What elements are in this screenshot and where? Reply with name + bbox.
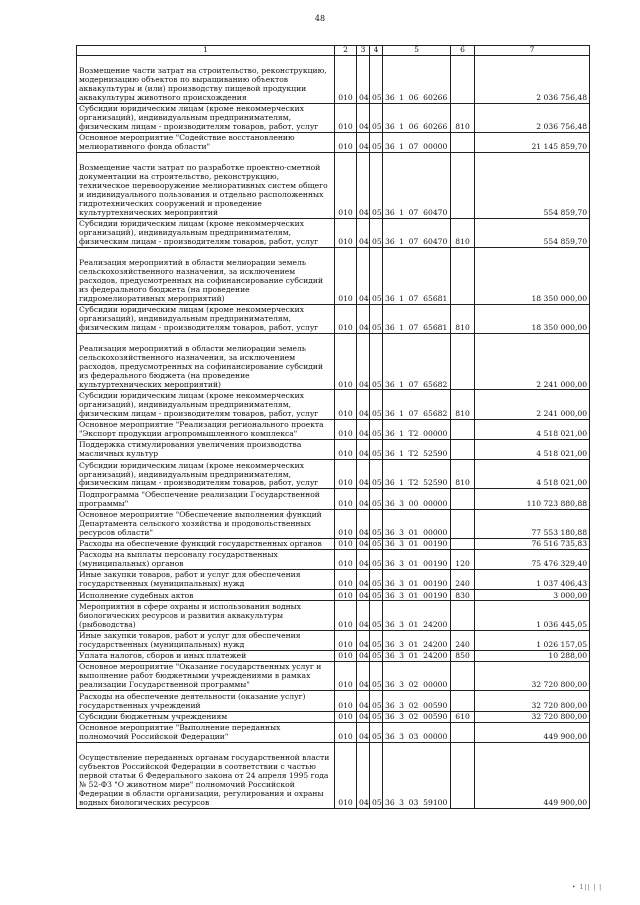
row-direction: 00190	[421, 550, 451, 570]
row-code: 010	[335, 691, 357, 711]
row-expense-type	[451, 419, 475, 439]
row-direction: 00000	[421, 132, 451, 152]
row-program: 36	[383, 630, 397, 650]
row-name: Мероприятия в сфере охраны и использования водных биологических ресурсов и развития аквакультуры (рыбоводства)	[77, 601, 335, 630]
row-direction: 24200	[421, 650, 451, 661]
row-subsection: 05	[370, 333, 383, 390]
row-direction: 00190	[421, 590, 451, 601]
row-name: Субсидии юридическим лицам (кроме некоммерческих организаций), индивидуальным предпринимателям, физическим лицам - производителям товаров, работ, услуг	[77, 304, 335, 333]
row-program: 36	[383, 333, 397, 390]
row-expense-type: 240	[451, 630, 475, 650]
row-name: Иные закупки товаров, работ и услуг для обеспечения государственных (муниципальных) нужд	[77, 630, 335, 650]
table-row	[77, 489, 590, 509]
row-expense-type	[451, 333, 475, 390]
row-expense-type	[451, 691, 475, 711]
row-expense-type: 830	[451, 590, 475, 601]
row-program: 36	[383, 489, 397, 509]
row-direction: 24200	[421, 601, 451, 630]
row-code: 010	[335, 722, 357, 742]
row-measure: 01	[407, 570, 421, 590]
table-row	[77, 304, 590, 333]
row-section: 04	[357, 304, 370, 333]
row-program: 36	[383, 550, 397, 570]
row-section: 04	[357, 56, 370, 104]
row-program: 36	[383, 691, 397, 711]
row-measure: 01	[407, 650, 421, 661]
row-name: Основное мероприятие "Обеспечение выполнения функций Департамента сельского хозяйства и продовольственных ресурсов области"	[77, 509, 335, 538]
row-measure: 07	[407, 247, 421, 304]
row-subsection: 05	[370, 460, 383, 489]
row-program: 36	[383, 439, 397, 459]
row-subprogram: 1	[397, 247, 407, 304]
row-amount: 32 720 800,00	[475, 691, 590, 711]
row-section: 04	[357, 333, 370, 390]
row-expense-type	[451, 439, 475, 459]
row-program: 36	[383, 152, 397, 218]
row-program: 36	[383, 570, 397, 590]
row-expense-type: 850	[451, 650, 475, 661]
row-amount: 10 288,00	[475, 650, 590, 661]
row-amount: 1 026 157,05	[475, 630, 590, 650]
table-row	[77, 601, 590, 630]
row-amount: 4 518 021,00	[475, 460, 590, 489]
row-code: 010	[335, 390, 357, 419]
row-code: 010	[335, 304, 357, 333]
row-expense-type: 810	[451, 218, 475, 247]
row-subprogram: 3	[397, 662, 407, 691]
row-subprogram: 3	[397, 650, 407, 661]
row-section: 04	[357, 711, 370, 722]
row-measure: 06	[407, 103, 421, 132]
header-col-4: 4	[370, 46, 383, 56]
table-row	[77, 509, 590, 538]
row-section: 04	[357, 601, 370, 630]
row-direction: 00000	[421, 419, 451, 439]
row-name: Поддержка стимулирования увеличения производства масличных культур	[77, 439, 335, 459]
row-expense-type	[451, 132, 475, 152]
row-code: 010	[335, 662, 357, 691]
row-section: 04	[357, 439, 370, 459]
row-direction: 00190	[421, 570, 451, 590]
table-row	[77, 630, 590, 650]
row-program: 36	[383, 419, 397, 439]
row-section: 04	[357, 103, 370, 132]
header-col-6: 6	[451, 46, 475, 56]
row-subprogram: 1	[397, 460, 407, 489]
row-subsection: 05	[370, 152, 383, 218]
row-amount: 2 241 000,00	[475, 333, 590, 390]
row-subsection: 05	[370, 489, 383, 509]
table-row	[77, 538, 590, 549]
row-measure: 00	[407, 489, 421, 509]
row-section: 04	[357, 550, 370, 570]
table-row	[77, 56, 590, 104]
row-direction: 52590	[421, 439, 451, 459]
row-code: 010	[335, 132, 357, 152]
row-name: Субсидии юридическим лицам (кроме некоммерческих организаций), индивидуальным предпринимателям, физическим лицам - производителям товаров, работ, услуг	[77, 460, 335, 489]
row-subprogram: 3	[397, 550, 407, 570]
row-amount: 2 241 000,00	[475, 390, 590, 419]
row-name: Субсидии бюджетным учреждениям	[77, 711, 335, 722]
row-section: 04	[357, 590, 370, 601]
header-col-2: 2	[335, 46, 357, 56]
row-section: 04	[357, 650, 370, 661]
row-program: 36	[383, 509, 397, 538]
row-section: 04	[357, 152, 370, 218]
row-code: 010	[335, 601, 357, 630]
row-program: 36	[383, 132, 397, 152]
row-measure: 07	[407, 304, 421, 333]
row-section: 04	[357, 390, 370, 419]
row-measure: Т2	[407, 460, 421, 489]
row-subsection: 05	[370, 439, 383, 459]
row-amount: 32 720 800,00	[475, 711, 590, 722]
row-subprogram: 1	[397, 56, 407, 104]
table-row	[77, 132, 590, 152]
row-subsection: 05	[370, 509, 383, 538]
row-expense-type: 240	[451, 570, 475, 590]
row-subsection: 05	[370, 304, 383, 333]
row-expense-type	[451, 662, 475, 691]
row-amount: 449 900,00	[475, 722, 590, 742]
row-direction: 65681	[421, 247, 451, 304]
row-expense-type: 120	[451, 550, 475, 570]
row-amount: 2 036 756,48	[475, 56, 590, 104]
row-subprogram: 1	[397, 419, 407, 439]
row-expense-type: 810	[451, 103, 475, 132]
row-code: 010	[335, 570, 357, 590]
row-amount: 2 036 756,48	[475, 103, 590, 132]
row-code: 010	[335, 419, 357, 439]
row-direction: 00000	[421, 489, 451, 509]
row-direction: 00590	[421, 691, 451, 711]
row-subsection: 05	[370, 103, 383, 132]
row-code: 010	[335, 152, 357, 218]
row-name: Основное мероприятие "Реализация регионального проекта "Экспорт продукции агропромышленного комплекса"	[77, 419, 335, 439]
budget-table	[76, 45, 590, 809]
row-measure: Т2	[407, 419, 421, 439]
table-row	[77, 650, 590, 661]
row-measure: 01	[407, 538, 421, 549]
row-code: 010	[335, 103, 357, 132]
row-direction: 65681	[421, 304, 451, 333]
row-section: 04	[357, 247, 370, 304]
row-measure: 01	[407, 509, 421, 538]
row-name: Реализация мероприятий в области мелиорации земель сельскохозяйственного назначения, за исключением расходов, предусмотренных на софинансирование субсидий из федерального бюджета (на проведение культуртехнических мероприятий)	[77, 333, 335, 390]
table-row	[77, 390, 590, 419]
row-subsection: 05	[370, 590, 383, 601]
row-subsection: 05	[370, 691, 383, 711]
row-section: 04	[357, 538, 370, 549]
row-subprogram: 3	[397, 570, 407, 590]
table-row	[77, 711, 590, 722]
row-measure: 07	[407, 218, 421, 247]
scan-footer-mark: • 1|| | |	[572, 884, 603, 891]
row-name: Исполнение судебных актов	[77, 590, 335, 601]
row-direction: 60470	[421, 218, 451, 247]
row-name: Субсидии юридическим лицам (кроме некоммерческих организаций), индивидуальным предпринимателям, физическим лицам - производителям товаров, работ, услуг	[77, 390, 335, 419]
row-program: 36	[383, 742, 397, 808]
row-direction: 60266	[421, 103, 451, 132]
header-col-3: 3	[357, 46, 370, 56]
row-subprogram: 3	[397, 691, 407, 711]
header-col-1: 1	[77, 46, 335, 56]
row-section: 04	[357, 460, 370, 489]
row-expense-type: 810	[451, 460, 475, 489]
row-subprogram: 1	[397, 152, 407, 218]
row-section: 04	[357, 509, 370, 538]
row-expense-type	[451, 722, 475, 742]
row-measure: Т2	[407, 439, 421, 459]
row-subprogram: 3	[397, 722, 407, 742]
row-name: Осуществление переданных органам государственной власти субъектов Российской Федерации в соответствии с частью первой статьи 6 Федерального закона от 24 апреля 1995 года № 52-ФЗ "О животном мире" полномочий Российской Федерации в области организации, регулирования и охраны водных биологических ресурсов	[77, 742, 335, 808]
row-measure: 07	[407, 132, 421, 152]
row-subprogram: 3	[397, 742, 407, 808]
row-subprogram: 1	[397, 439, 407, 459]
row-name: Возмещение части затрат на строительство, реконструкцию, модернизацию объектов по выращиванию объектов аквакультуры и (или) производству пищевой продукции аквакультуры животного происхождения	[77, 56, 335, 104]
row-name: Возмещение части затрат по разработке проектно-сметной документации на строительство, реконструкцию, техническое перевооружение мелиоративных систем общего и индивидуального пользования и отдельно расположенных гидротехнических сооружений и проведение культуртехнических мероприятий	[77, 152, 335, 218]
row-code: 010	[335, 742, 357, 808]
table-row	[77, 570, 590, 590]
row-name: Основное мероприятие "Содействие восстановлению мелиоративного фонда области"	[77, 132, 335, 152]
row-subprogram: 3	[397, 711, 407, 722]
row-subprogram: 1	[397, 390, 407, 419]
row-name: Расходы на обеспечение функций государственных органов	[77, 538, 335, 549]
row-subsection: 05	[370, 56, 383, 104]
row-program: 36	[383, 722, 397, 742]
row-measure: 06	[407, 56, 421, 104]
row-subprogram: 1	[397, 132, 407, 152]
row-subsection: 05	[370, 711, 383, 722]
row-name: Основное мероприятие "Выполнение переданных полномочий Российской Федерации"	[77, 722, 335, 742]
row-amount: 110 723 880,88	[475, 489, 590, 509]
table-row	[77, 333, 590, 390]
row-measure: 01	[407, 550, 421, 570]
row-code: 010	[335, 538, 357, 549]
row-program: 36	[383, 538, 397, 549]
row-section: 04	[357, 419, 370, 439]
table-row	[77, 662, 590, 691]
row-subsection: 05	[370, 650, 383, 661]
row-direction: 00000	[421, 722, 451, 742]
row-amount: 3 000,00	[475, 590, 590, 601]
row-subsection: 05	[370, 419, 383, 439]
row-code: 010	[335, 56, 357, 104]
row-measure: 02	[407, 691, 421, 711]
row-section: 04	[357, 132, 370, 152]
row-subsection: 05	[370, 218, 383, 247]
row-subprogram: 1	[397, 218, 407, 247]
row-amount: 32 720 800,00	[475, 662, 590, 691]
row-name: Уплата налогов, сборов и иных платежей	[77, 650, 335, 661]
row-section: 04	[357, 691, 370, 711]
row-expense-type	[451, 56, 475, 104]
row-amount: 554 859,70	[475, 152, 590, 218]
row-amount: 76 516 735,83	[475, 538, 590, 549]
row-program: 36	[383, 56, 397, 104]
row-subsection: 05	[370, 630, 383, 650]
table-row	[77, 218, 590, 247]
row-measure: 07	[407, 152, 421, 218]
row-amount: 1 036 445,05	[475, 601, 590, 630]
row-subprogram: 1	[397, 333, 407, 390]
row-code: 010	[335, 333, 357, 390]
row-subsection: 05	[370, 722, 383, 742]
row-section: 04	[357, 662, 370, 691]
row-measure: 01	[407, 601, 421, 630]
row-direction: 00590	[421, 711, 451, 722]
row-code: 010	[335, 489, 357, 509]
row-subsection: 05	[370, 390, 383, 419]
row-measure: 07	[407, 390, 421, 419]
row-expense-type	[451, 538, 475, 549]
row-direction: 52590	[421, 460, 451, 489]
row-measure: 03	[407, 742, 421, 808]
row-program: 36	[383, 662, 397, 691]
row-expense-type	[451, 489, 475, 509]
table-row	[77, 742, 590, 808]
row-expense-type: 810	[451, 304, 475, 333]
row-name: Расходы на выплаты персоналу государственных (муниципальных) органов	[77, 550, 335, 570]
row-subsection: 05	[370, 247, 383, 304]
row-code: 010	[335, 218, 357, 247]
row-amount: 449 900,00	[475, 742, 590, 808]
table-row	[77, 460, 590, 489]
row-subprogram: 3	[397, 601, 407, 630]
row-amount: 75 476 329,40	[475, 550, 590, 570]
row-subsection: 05	[370, 538, 383, 549]
header-col-7: 7	[475, 46, 590, 56]
row-subsection: 05	[370, 662, 383, 691]
row-expense-type	[451, 742, 475, 808]
row-subprogram: 3	[397, 509, 407, 538]
row-direction: 59100	[421, 742, 451, 808]
row-name: Основное мероприятие "Оказание государственных услуг и выполнение работ бюджетными учреждениями в рамках реализации Государственной программы"	[77, 662, 335, 691]
row-code: 010	[335, 711, 357, 722]
row-code: 010	[335, 650, 357, 661]
row-name: Реализация мероприятий в области мелиорации земель сельскохозяйственного назначения, за исключением расходов, предусмотренных на софинансирование субсидий из федерального бюджета (на проведение гидромелиоративных мероприятий)	[77, 247, 335, 304]
row-section: 04	[357, 218, 370, 247]
row-subprogram: 1	[397, 304, 407, 333]
row-amount: 4 518 021,00	[475, 439, 590, 459]
row-section: 04	[357, 722, 370, 742]
table-row	[77, 152, 590, 218]
row-amount: 18 350 000,00	[475, 304, 590, 333]
row-name: Субсидии юридическим лицам (кроме некоммерческих организаций), индивидуальным предпринимателям, физическим лицам - производителям товаров, работ, услуг	[77, 218, 335, 247]
row-program: 36	[383, 218, 397, 247]
row-amount: 1 037 406,43	[475, 570, 590, 590]
table-row	[77, 550, 590, 570]
row-amount: 4 518 021,00	[475, 419, 590, 439]
row-direction: 00000	[421, 509, 451, 538]
row-expense-type: 810	[451, 390, 475, 419]
row-subsection: 05	[370, 550, 383, 570]
row-code: 010	[335, 509, 357, 538]
row-direction: 65682	[421, 390, 451, 419]
row-measure: 01	[407, 630, 421, 650]
row-name: Подпрограмма "Обеспечение реализации Государственной программы"	[77, 489, 335, 509]
row-subprogram: 3	[397, 489, 407, 509]
row-expense-type	[451, 247, 475, 304]
table-row	[77, 590, 590, 601]
row-program: 36	[383, 247, 397, 304]
row-measure: 02	[407, 711, 421, 722]
row-code: 010	[335, 247, 357, 304]
row-amount: 18 350 000,00	[475, 247, 590, 304]
row-code: 010	[335, 550, 357, 570]
table-row	[77, 419, 590, 439]
row-name: Субсидии юридическим лицам (кроме некоммерческих организаций), индивидуальным предпринимателям, физическим лицам - производителям товаров, работ, услуг	[77, 103, 335, 132]
row-subprogram: 3	[397, 538, 407, 549]
table-row	[77, 722, 590, 742]
row-direction: 65682	[421, 333, 451, 390]
row-expense-type	[451, 509, 475, 538]
row-expense-type: 610	[451, 711, 475, 722]
row-name: Иные закупки товаров, работ и услуг для обеспечения государственных (муниципальных) нужд	[77, 570, 335, 590]
column-number-header	[77, 46, 590, 56]
row-direction: 60470	[421, 152, 451, 218]
row-section: 04	[357, 570, 370, 590]
row-section: 04	[357, 489, 370, 509]
row-subprogram: 1	[397, 103, 407, 132]
row-program: 36	[383, 304, 397, 333]
row-subsection: 05	[370, 570, 383, 590]
row-code: 010	[335, 630, 357, 650]
row-measure: 01	[407, 590, 421, 601]
row-direction: 60266	[421, 56, 451, 104]
row-program: 36	[383, 103, 397, 132]
row-name: Расходы на обеспечение деятельности (оказание услуг) государственных учреждений	[77, 691, 335, 711]
row-subsection: 05	[370, 742, 383, 808]
table-row	[77, 691, 590, 711]
header-col-5: 5	[383, 46, 451, 56]
row-measure: 03	[407, 722, 421, 742]
table-row	[77, 247, 590, 304]
row-amount: 21 145 859,70	[475, 132, 590, 152]
row-measure: 07	[407, 333, 421, 390]
row-expense-type	[451, 152, 475, 218]
row-program: 36	[383, 711, 397, 722]
table-row	[77, 439, 590, 459]
row-program: 36	[383, 650, 397, 661]
row-code: 010	[335, 590, 357, 601]
row-direction: 00190	[421, 538, 451, 549]
row-subsection: 05	[370, 132, 383, 152]
row-amount: 77 553 180,88	[475, 509, 590, 538]
row-direction: 24200	[421, 630, 451, 650]
row-subprogram: 3	[397, 630, 407, 650]
row-direction: 00000	[421, 662, 451, 691]
row-code: 010	[335, 460, 357, 489]
row-code: 010	[335, 439, 357, 459]
row-amount: 554 859,70	[475, 218, 590, 247]
row-program: 36	[383, 590, 397, 601]
row-section: 04	[357, 630, 370, 650]
row-program: 36	[383, 601, 397, 630]
page-number: 48	[314, 14, 326, 23]
row-measure: 02	[407, 662, 421, 691]
row-expense-type	[451, 601, 475, 630]
row-program: 36	[383, 390, 397, 419]
table-row	[77, 103, 590, 132]
row-program: 36	[383, 460, 397, 489]
row-subsection: 05	[370, 601, 383, 630]
row-section: 04	[357, 742, 370, 808]
row-subprogram: 3	[397, 590, 407, 601]
